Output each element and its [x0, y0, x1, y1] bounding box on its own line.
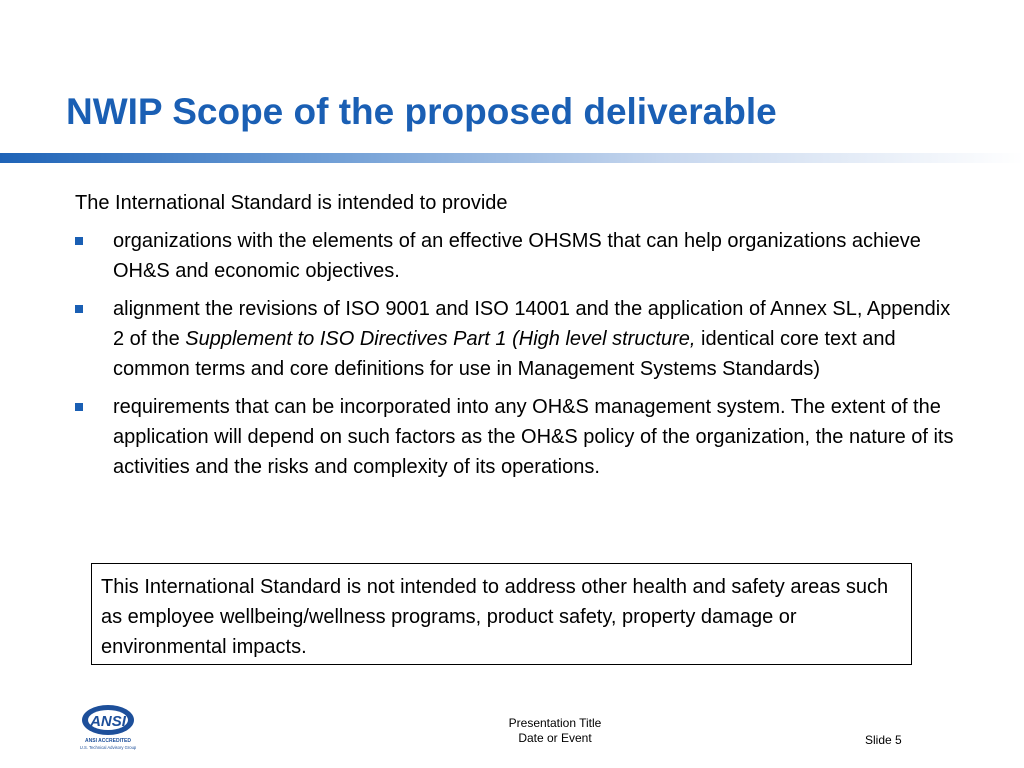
square-bullet-icon: [75, 305, 83, 313]
bullet-list: [75, 226, 955, 490]
intro-text: The International Standard is intended to provide: [75, 192, 508, 214]
bullet-text: requirements that can be incorporated into any OH&S management system. The extent of the application will depend on such factors as the OH&S policy of the organization, the nature of its activities and the risks and complexity of its operations.: [113, 396, 954, 478]
logo-subtext-2: U.S. Technical Advisory Group: [79, 745, 137, 750]
ansi-logo: [78, 703, 142, 753]
note-box: This International Standard is not intended to address other health and safety areas such as employee wellbeing/wellness programs, product safety, property damage or environmental impacts.: [91, 563, 912, 665]
bullet-item: [75, 226, 955, 286]
slide-title: NWIP Scope of the proposed deliverable: [66, 91, 777, 132]
bullet-text: identical core text and common terms and core definitions for use in Management Systems Standards): [113, 328, 896, 380]
title-underline-bar: [0, 153, 1024, 163]
logo-subtext-1: ANSI ACCREDITED: [85, 738, 131, 744]
bullet-italic-text: Supplement to ISO Directives Part 1 (High level structure,: [185, 328, 696, 350]
footer-center: [480, 716, 630, 746]
square-bullet-icon: [75, 403, 83, 411]
bullet-text: alignment the revisions of ISO 9001 and ISO 14001 and the application of Annex SL, Appendix 2 of the: [113, 298, 951, 350]
bullet-item: [75, 392, 955, 482]
bullet-text: organizations with the elements of an effective OHSMS that can help organizations achieve OH&S and economic objectives.: [113, 230, 921, 282]
footer-presentation-title: Presentation Title: [508, 716, 602, 730]
bullet-item: [75, 294, 955, 384]
footer-date-or-event: Date or Event: [518, 731, 592, 745]
ansi-logo-graphic: [78, 703, 142, 753]
logo-text: ANSI: [90, 713, 126, 730]
square-bullet-icon: [75, 237, 83, 245]
slide-number: Slide 5: [865, 733, 902, 747]
